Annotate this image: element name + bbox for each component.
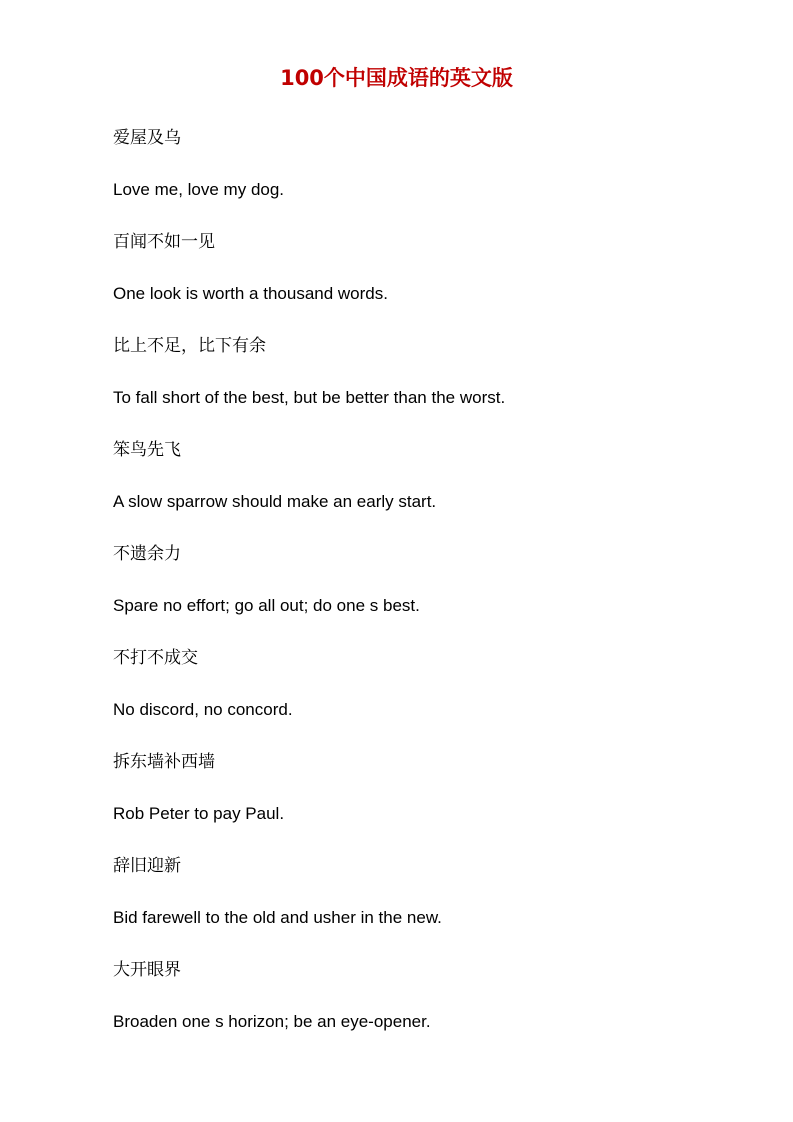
idiom-entry <box>113 120 753 224</box>
idiom-entry <box>113 224 753 328</box>
idiom-chinese: 不打不成交 <box>113 648 198 668</box>
idiom-chinese: 比上不足，比下有余 <box>113 336 266 356</box>
page-title: 100个中国成语的英文版 <box>280 66 513 90</box>
idiom-english: To fall short of the best, but be better than the worst. <box>113 388 506 407</box>
idiom-english: One look is worth a thousand words. <box>113 284 388 303</box>
idiom-english: Rob Peter to pay Paul. <box>113 804 285 823</box>
idiom-list <box>113 120 753 1056</box>
idiom-entry <box>113 744 753 848</box>
idiom-entry <box>113 328 753 432</box>
idiom-english: No discord, no concord. <box>113 700 293 719</box>
idiom-entry <box>113 952 753 1056</box>
idiom-english: Spare no effort; go all out; do one s best. <box>113 596 420 615</box>
idiom-entry <box>113 640 753 744</box>
idiom-chinese: 百闻不如一见 <box>113 232 215 252</box>
idiom-english: Broaden one s horizon; be an eye-opener. <box>113 1012 431 1031</box>
idiom-chinese: 爱屋及乌 <box>113 128 181 148</box>
idiom-entry <box>113 432 753 536</box>
idiom-entry <box>113 848 753 952</box>
idiom-chinese: 不遗余力 <box>113 544 181 564</box>
idiom-chinese: 笨鸟先飞 <box>113 440 181 460</box>
idiom-english: A slow sparrow should make an early start. <box>113 492 437 511</box>
idiom-chinese: 辞旧迎新 <box>113 856 181 876</box>
idiom-english: Love me, love my dog. <box>113 180 285 199</box>
idiom-entry <box>113 536 753 640</box>
idiom-chinese: 大开眼界 <box>113 960 181 980</box>
idiom-english: Bid farewell to the old and usher in the new. <box>113 908 442 927</box>
idiom-chinese: 拆东墙补西墙 <box>113 752 215 772</box>
